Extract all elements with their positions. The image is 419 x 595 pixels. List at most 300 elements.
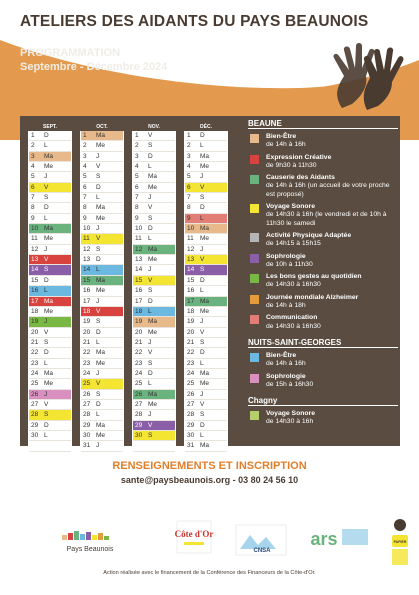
day-cell — [81, 234, 123, 244]
day-letter: D — [96, 256, 101, 264]
day-letter: J — [200, 245, 204, 253]
day-number: 20 — [83, 328, 91, 336]
day-cell — [81, 245, 123, 255]
day-number: 14 — [187, 266, 195, 274]
day-letter: J — [200, 173, 204, 181]
legend-item — [248, 273, 398, 290]
day-letter: S — [44, 411, 49, 419]
day-number: 25 — [135, 380, 143, 388]
day-letter: Ma — [200, 369, 210, 377]
day-number: 16 — [31, 287, 39, 295]
hands-logo-icon — [322, 38, 414, 116]
day-number: 29 — [187, 421, 195, 429]
day-number: 25 — [187, 380, 195, 388]
day-cell — [133, 265, 175, 275]
legend-activity-detail: de 9h30 à 11h30 — [266, 161, 317, 169]
day-letter: Me — [44, 235, 54, 243]
day-cell — [81, 369, 123, 379]
day-letter: S — [44, 194, 49, 202]
day-number: 16 — [187, 287, 195, 295]
day-number: 3 — [83, 152, 87, 160]
day-cell — [185, 348, 227, 358]
legend-activity-detail: de 14h à 16h (un accueil de votre proche est proposé) — [266, 182, 390, 198]
day-cell — [185, 183, 227, 193]
legend-swatch — [250, 134, 259, 143]
day-cell — [29, 338, 71, 348]
day-cell — [185, 214, 227, 224]
legend-nsg-title: NUITS-SAINT-GEORGES — [248, 337, 398, 348]
day-cell — [81, 431, 123, 441]
day-letter: S — [200, 266, 205, 274]
day-cell — [133, 421, 175, 431]
day-number: 12 — [187, 245, 195, 253]
day-cell — [185, 152, 227, 162]
day-letter: V — [148, 349, 153, 357]
day-number: 26 — [187, 390, 195, 398]
day-number: 24 — [187, 369, 195, 377]
day-letter: J — [148, 194, 152, 202]
day-cell — [185, 131, 227, 141]
legend — [248, 118, 398, 431]
day-letter: V — [96, 380, 101, 388]
day-letter: Ma — [200, 442, 210, 450]
day-letter: Ma — [200, 152, 210, 160]
legend-activity-name: Journée mondiale Alzheimer — [266, 293, 359, 301]
day-number: 21 — [31, 338, 39, 346]
day-cell — [29, 255, 71, 265]
day-letter: D — [44, 276, 49, 284]
day-number: 21 — [83, 338, 91, 346]
day-number: 11 — [135, 235, 142, 243]
day-cell — [81, 193, 123, 203]
day-number: 2 — [135, 142, 139, 150]
day-cell — [81, 265, 123, 275]
day-number: 2 — [31, 142, 35, 150]
day-cell — [29, 369, 71, 379]
day-letter: Me — [148, 400, 158, 408]
day-letter: S — [96, 318, 101, 326]
day-letter: D — [200, 132, 205, 139]
day-cell — [29, 317, 71, 327]
day-letter: V — [148, 132, 153, 139]
day-letter: J — [96, 442, 100, 450]
day-letter: D — [44, 421, 49, 429]
day-letter: L — [44, 359, 48, 367]
day-letter: Ma — [44, 369, 54, 377]
day-number: 4 — [135, 163, 139, 171]
legend-swatch — [250, 204, 259, 213]
day-cell — [185, 224, 227, 234]
day-letter: S — [200, 194, 205, 202]
day-number: 27 — [135, 400, 143, 408]
day-letter: J — [148, 338, 152, 346]
day-letter: S — [96, 173, 101, 181]
day-number: 17 — [83, 297, 91, 305]
day-cell — [81, 162, 123, 172]
day-cell — [81, 348, 123, 358]
day-letter: Ma — [148, 173, 158, 181]
day-number: 9 — [31, 214, 35, 222]
day-cell — [29, 400, 71, 410]
day-letter: V — [44, 400, 49, 408]
legend-activity-name: Communication — [266, 314, 318, 322]
day-letter: L — [148, 235, 152, 243]
legend-swatch — [250, 374, 259, 383]
day-cell — [81, 421, 123, 431]
day-letter: V — [148, 204, 153, 212]
legend-swatch — [250, 274, 259, 283]
day-letter: V — [44, 328, 49, 336]
legend-activity-name: Bien-Être — [266, 351, 297, 359]
day-letter: L — [148, 380, 152, 388]
legend-item — [248, 203, 398, 228]
day-number: 12 — [83, 245, 91, 253]
day-number: 12 — [31, 245, 39, 253]
day-cell — [133, 297, 175, 307]
day-letter: Me — [200, 307, 210, 315]
month-name: SEPT. — [43, 124, 57, 130]
day-cell — [133, 224, 175, 234]
day-letter: D — [148, 152, 153, 160]
day-number: 28 — [83, 411, 91, 419]
day-letter: S — [200, 411, 205, 419]
day-number: 13 — [31, 256, 39, 264]
day-cell — [133, 183, 175, 193]
day-cell — [29, 286, 71, 296]
day-number: 8 — [187, 204, 191, 212]
day-number: 3 — [187, 152, 191, 160]
day-number: 3 — [135, 152, 139, 160]
day-letter: Ma — [96, 204, 106, 212]
day-number: 2 — [83, 142, 87, 150]
day-letter: S — [96, 245, 101, 253]
day-number: 5 — [31, 173, 35, 181]
day-number: 15 — [31, 276, 39, 284]
day-number: 30 — [135, 431, 143, 439]
legend-beaune-list — [248, 133, 398, 331]
day-cell — [81, 141, 123, 151]
day-letter: L — [44, 142, 48, 150]
day-letter: Me — [200, 235, 210, 243]
info-contact[interactable]: sante@paysbeaunois.org - 03 80 24 56 10 — [120, 475, 299, 485]
day-letter: Me — [96, 359, 106, 367]
day-number: 18 — [31, 307, 39, 315]
day-number: 6 — [135, 183, 139, 191]
day-letter: V — [200, 400, 205, 408]
day-letter: D — [44, 349, 49, 357]
day-letter: S — [148, 431, 153, 439]
day-letter: J — [148, 266, 152, 274]
legend-activity-detail: de 14h30 à 16h30 — [266, 281, 321, 289]
day-cell — [133, 390, 175, 400]
day-cell — [133, 348, 175, 358]
day-letter: Me — [44, 163, 54, 171]
ars-text: ars — [310, 529, 338, 549]
day-number: 5 — [83, 173, 87, 181]
day-number: 7 — [135, 194, 139, 202]
day-number: 18 — [135, 307, 143, 315]
day-cell — [29, 390, 71, 400]
day-number: 23 — [83, 359, 91, 367]
day-cell — [185, 255, 227, 265]
day-number: 29 — [135, 421, 143, 429]
legend-activity-name: Voyage Sonore — [266, 410, 315, 418]
day-letter: Me — [200, 380, 210, 388]
day-cell — [29, 172, 71, 182]
day-number: 28 — [31, 411, 39, 419]
day-letter: V — [44, 256, 49, 264]
day-cell — [133, 410, 175, 420]
day-letter: Me — [44, 380, 54, 388]
day-letter: V — [44, 183, 49, 191]
day-cell — [133, 141, 175, 151]
legend-activity-detail: de 14h à 16h — [266, 360, 306, 368]
period-label: Septembre - Décembre 2024 — [20, 61, 168, 73]
month-column — [28, 124, 72, 452]
day-cell — [81, 328, 123, 338]
day-number: 2 — [187, 142, 191, 150]
day-cell — [29, 348, 71, 358]
day-cell — [185, 297, 227, 307]
day-number: 28 — [135, 411, 143, 419]
day-number: 5 — [187, 173, 191, 181]
day-number: 19 — [83, 318, 91, 326]
legend-activity-name: Les bons gestes au quotidien — [266, 273, 362, 281]
paper-text: PAPIER — [393, 540, 407, 544]
day-letter: J — [96, 369, 100, 377]
day-number: 7 — [31, 194, 35, 202]
day-letter: D — [200, 349, 205, 357]
day-cell — [81, 400, 123, 410]
day-number: 29 — [83, 421, 91, 429]
day-cell — [133, 203, 175, 213]
day-cell — [81, 224, 123, 234]
day-letter: S — [148, 287, 153, 295]
day-letter: Ma — [96, 421, 106, 429]
day-cell — [29, 224, 71, 234]
day-number: 9 — [135, 214, 139, 222]
legend-activity-detail: de 14h30 à 16h — [266, 418, 314, 426]
day-number: 23 — [135, 359, 143, 367]
day-cell — [185, 286, 227, 296]
day-letter: L — [200, 431, 204, 439]
day-number: 13 — [135, 256, 143, 264]
day-cell — [133, 152, 175, 162]
day-number: 7 — [83, 194, 87, 202]
legend-activity-name: Causerie des Aidants — [266, 174, 335, 182]
day-cell — [29, 307, 71, 317]
day-letter: Ma — [200, 297, 210, 305]
day-letter: L — [44, 287, 48, 295]
day-number: 10 — [135, 225, 143, 233]
calendar — [28, 124, 238, 450]
day-cell — [81, 203, 123, 213]
day-letter: D — [44, 204, 49, 212]
day-cell — [133, 317, 175, 327]
day-cell — [185, 141, 227, 151]
day-number: 24 — [83, 369, 91, 377]
day-cell — [81, 379, 123, 389]
day-number: 17 — [187, 297, 195, 305]
day-letter: Me — [96, 142, 106, 150]
day-number: 24 — [135, 369, 143, 377]
legend-activity-name: Activité Physique Adaptée — [266, 231, 352, 239]
day-number: 20 — [187, 328, 195, 336]
legend-activity-detail: de 14h15 à 15h15 — [266, 240, 321, 248]
day-cell — [81, 297, 123, 307]
day-letter: V — [200, 256, 205, 264]
day-cell — [185, 265, 227, 275]
day-cell — [29, 183, 71, 193]
footer-text: Action réalisée avec le financement de la Conférence des Financeurs de la Côte-d'Or. — [103, 570, 316, 576]
day-letter: L — [96, 411, 100, 419]
day-cell — [29, 410, 71, 420]
cnsa-text: CNSA — [253, 548, 271, 554]
day-letter: V — [96, 235, 101, 243]
day-letter: Ma — [44, 225, 54, 233]
day-letter: D — [148, 369, 153, 377]
day-number: 30 — [31, 431, 39, 439]
day-cell — [185, 172, 227, 182]
legend-item — [248, 294, 398, 311]
legend-activity-detail: de 14h30 à 16h30 — [266, 322, 321, 330]
day-number: 19 — [135, 318, 143, 326]
day-number: 11 — [31, 235, 38, 243]
day-number: 3 — [31, 152, 35, 160]
day-letter: J — [148, 411, 152, 419]
legend-item — [248, 174, 398, 199]
day-number: 19 — [187, 318, 195, 326]
day-cell — [81, 214, 123, 224]
day-letter: L — [148, 307, 152, 315]
day-number: 17 — [135, 297, 143, 305]
day-letter: V — [148, 421, 153, 429]
day-number: 21 — [135, 338, 143, 346]
day-number: 20 — [31, 328, 39, 336]
pays-beaunois-text: Pays Beaunois — [66, 546, 114, 553]
day-letter: Ma — [96, 276, 106, 284]
day-number: 28 — [187, 411, 195, 419]
day-number: 20 — [135, 328, 143, 336]
day-number: 13 — [187, 256, 195, 264]
day-cell — [133, 379, 175, 389]
day-cell — [133, 328, 175, 338]
day-letter: Me — [200, 163, 210, 171]
day-number: 8 — [135, 204, 139, 212]
day-number: 22 — [135, 349, 143, 357]
legend-activity-detail: de 14h30 à 16h (le vendredi et de 10h à 11h30 le samedi — [266, 211, 387, 227]
day-number: 4 — [187, 163, 191, 171]
day-cell — [185, 359, 227, 369]
day-number: 16 — [135, 287, 143, 295]
day-number: 1 — [187, 132, 191, 139]
day-letter: J — [96, 297, 100, 305]
month-name: DÉC. — [200, 124, 212, 130]
day-letter: Me — [148, 183, 158, 191]
day-letter: L — [148, 163, 152, 171]
day-cell — [81, 276, 123, 286]
legend-swatch — [250, 254, 259, 263]
day-number: 9 — [83, 214, 87, 222]
day-number: 15 — [187, 276, 195, 284]
month-column — [80, 124, 124, 452]
day-letter: J — [200, 318, 204, 326]
day-number: 10 — [31, 225, 39, 233]
day-number: 18 — [83, 307, 91, 315]
day-letter: J — [96, 225, 100, 233]
day-number: 15 — [83, 276, 91, 284]
day-cell — [185, 338, 227, 348]
day-cell — [133, 245, 175, 255]
legend-activity-detail: de 15h à 16h30 — [266, 380, 314, 388]
day-cell — [133, 214, 175, 224]
day-letter: V — [148, 276, 153, 284]
cote-dor-text: Côte d'Or — [174, 529, 214, 539]
day-cell — [29, 131, 71, 141]
legend-swatch — [250, 233, 259, 242]
day-cell — [81, 131, 123, 141]
day-cell — [133, 193, 175, 203]
legend-nsg-list — [248, 352, 398, 389]
day-cell — [29, 265, 71, 275]
day-letter: Me — [96, 431, 106, 439]
day-letter: Ma — [148, 390, 158, 398]
day-cell — [185, 193, 227, 203]
month-column — [132, 124, 176, 452]
day-cell — [81, 441, 123, 451]
legend-activity-detail: de 10h à 11h30 — [266, 260, 313, 268]
day-number: 1 — [31, 132, 35, 139]
day-cell — [133, 369, 175, 379]
day-letter: Ma — [148, 245, 158, 253]
day-letter: D — [200, 276, 205, 284]
day-cell — [133, 131, 175, 141]
day-number: 1 — [83, 132, 87, 139]
day-number: 7 — [187, 194, 191, 202]
day-cell — [133, 286, 175, 296]
day-number: 4 — [83, 163, 87, 171]
day-cell — [81, 359, 123, 369]
day-letter: L — [96, 338, 100, 346]
day-number: 8 — [83, 204, 87, 212]
day-number: 11 — [83, 235, 90, 243]
legend-swatch — [250, 315, 259, 324]
day-number: 23 — [31, 359, 39, 367]
legend-item — [248, 133, 398, 150]
day-letter: Me — [96, 287, 106, 295]
day-number: 9 — [187, 214, 191, 222]
day-number: 14 — [31, 266, 39, 274]
legend-item — [248, 352, 398, 369]
paper-badge — [392, 519, 408, 565]
pays-beaunois-logo — [62, 531, 114, 553]
legend-item — [248, 410, 398, 427]
day-letter: V — [96, 307, 101, 315]
legend-chagny-title: Chagny — [248, 395, 398, 406]
day-number: 31 — [187, 442, 195, 450]
day-letter: Ma — [96, 132, 106, 139]
legend-activity-detail: de 14h à 16h — [266, 141, 306, 149]
day-cell — [185, 245, 227, 255]
day-letter: L — [200, 359, 204, 367]
day-number: 4 — [31, 163, 35, 171]
day-letter: D — [44, 132, 49, 139]
day-cell — [81, 390, 123, 400]
day-letter: L — [200, 287, 204, 295]
cote-dor-logo — [175, 521, 214, 553]
day-number: 6 — [83, 183, 87, 191]
day-cell — [133, 307, 175, 317]
